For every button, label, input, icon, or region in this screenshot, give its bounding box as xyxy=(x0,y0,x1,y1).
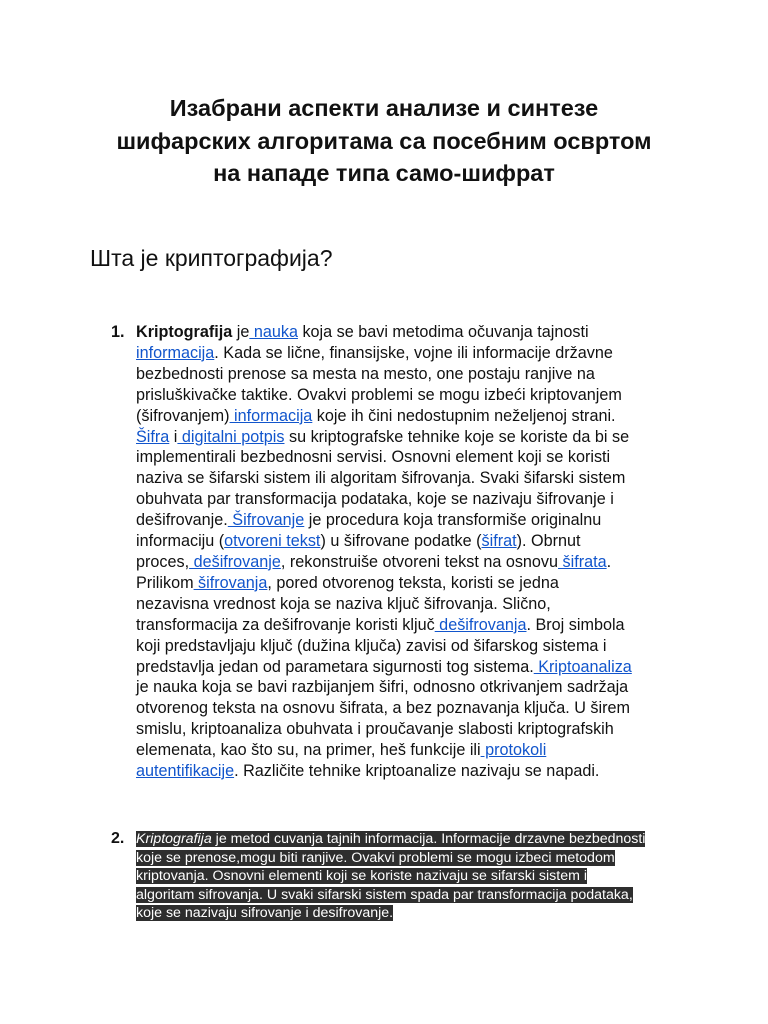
bold-term: Kriptografija xyxy=(136,323,233,341)
list-number: 1. xyxy=(111,323,125,341)
list-item-text xyxy=(136,322,716,782)
text-line xyxy=(136,698,716,719)
text-line xyxy=(136,719,716,740)
text-segment: predstavlja jedan od parametara sigurnosti tog sistema. xyxy=(136,657,534,676)
text-line xyxy=(136,385,716,406)
text-line xyxy=(136,322,716,343)
hyperlink[interactable]: Šifra xyxy=(136,427,170,446)
hyperlink[interactable]: Šifrovanje xyxy=(227,511,305,530)
hyperlink[interactable]: informacija xyxy=(229,406,313,425)
text-segment: je xyxy=(232,323,250,341)
text-segment: algoritam sifrovanja. U svaki sifarski sistem spada par transformacija podataka, xyxy=(136,886,633,903)
hyperlink[interactable]: digitalni potpis xyxy=(177,427,285,446)
text-segment: informaciju ( xyxy=(136,532,225,551)
hyperlink[interactable]: šifrata xyxy=(558,552,607,571)
text-line xyxy=(136,677,716,698)
highlighted-text xyxy=(136,850,615,866)
text-segment: , pored otvorenog teksta, koristi se jedna xyxy=(267,573,559,592)
text-segment: dešifrovanje. xyxy=(136,511,228,530)
text-segment: transformacija za dešifrovanje koristi ključ xyxy=(136,615,435,634)
text-line xyxy=(136,531,716,552)
text-line xyxy=(136,364,716,385)
text-segment: smislu, kriptoanaliza obuhvata i proučavanje slabosti kriptografskih xyxy=(136,720,614,739)
title-line: шифарских алгоритама са посебним освртом xyxy=(116,127,652,154)
text-segment: naziva se šifarski sistem ili algoritam šifrovanja. Svaki šifarski sistem xyxy=(136,469,626,488)
text-line xyxy=(136,447,716,468)
text-line xyxy=(136,573,716,594)
section-heading: Шта је криптографија? xyxy=(90,245,333,271)
text-segment: otvorenog teksta na osnovu šifrata, a bez poznavanja ključa. U širem xyxy=(136,699,630,718)
highlighted-text xyxy=(136,905,393,921)
highlighted-text xyxy=(136,831,645,847)
text-segment: . Različite tehnike kriptoanalize nazivaju se napadi. xyxy=(234,762,600,781)
hyperlink[interactable]: dešifrovanja xyxy=(434,615,527,634)
text-line xyxy=(136,886,691,905)
highlighted-paragraph xyxy=(136,830,691,923)
text-segment: (šifrovanjem) xyxy=(136,406,230,425)
italic-term: Kriptografija xyxy=(136,831,212,847)
title-line: на нападе типа само-шифрат xyxy=(213,160,555,186)
text-segment: ). Obrnut xyxy=(516,532,581,551)
text-segment: prisluškivačke taktike. Ovakvi problemi se mogu izbeći kriptovanjem xyxy=(136,385,622,404)
hyperlink[interactable]: šifrovanja xyxy=(193,573,268,592)
text-line xyxy=(136,594,716,615)
text-segment: , rekonstruiše otvoreni tekst na osnovu xyxy=(280,552,559,571)
text-line xyxy=(136,904,691,923)
text-line xyxy=(136,615,716,636)
text-segment: je procedura koja transformiše originalnu xyxy=(304,511,602,530)
highlighted-text xyxy=(136,887,633,903)
hyperlink[interactable]: Kriptoanaliza xyxy=(533,657,632,676)
hyperlink[interactable]: protokoli xyxy=(480,741,547,760)
text-segment: Prilikom xyxy=(136,573,194,592)
text-segment: nezavisna vrednost koja se naziva ključ šifrovanja. Slično, xyxy=(136,594,551,613)
text-segment: koji predstavljaju ključ (dužina ključa) zavisi od šifarskog sistema i xyxy=(136,636,607,655)
text-segment: je metod cuvanja tajnih informacija. Informacije drzavne bezbednosti xyxy=(211,831,646,847)
text-segment: obuhvata par transformacija podataka, koje se nazivaju šifrovanje i xyxy=(136,490,614,509)
text-line xyxy=(136,427,716,448)
text-segment: proces, xyxy=(136,552,190,571)
text-segment: koje se prenose,mogu biti ranjive. Ovakvi problemi se mogu izbeci metodom xyxy=(136,849,615,866)
hyperlink[interactable]: šifrat xyxy=(481,532,517,551)
text-line xyxy=(136,761,716,782)
title-line: Изабрани аспекти анализе и синтезе xyxy=(169,95,599,121)
text-line xyxy=(136,406,716,427)
text-segment: kriptovanja. Osnovni elementi koji se koriste nazivaju se sifarski sistem i xyxy=(136,868,588,884)
text-segment: . xyxy=(606,552,612,571)
text-line xyxy=(136,552,716,573)
text-segment: i xyxy=(169,427,178,446)
text-segment: . Kada se lične, finansijske, vojne ili informacije državne xyxy=(214,343,613,362)
text-line xyxy=(136,636,716,657)
hyperlink[interactable]: nauka xyxy=(249,323,298,341)
highlighted-text xyxy=(136,868,587,884)
text-line xyxy=(136,740,716,761)
text-line xyxy=(136,830,691,849)
hyperlink[interactable]: dešifrovanje xyxy=(189,552,281,571)
text-line xyxy=(136,489,716,510)
document-title xyxy=(60,92,708,190)
text-segment: koja se bavi metodima očuvanja tajnosti xyxy=(297,323,589,341)
text-segment: koje ih čini nedostupnim neželjenoj strani. xyxy=(312,406,616,425)
text-segment: . Broj simbola xyxy=(526,615,625,634)
hyperlink[interactable]: otvoreni tekst xyxy=(224,532,321,551)
text-line xyxy=(136,343,716,364)
text-line xyxy=(136,867,691,886)
text-segment: elemenata, kao što su, na primer, heš funkcije ili xyxy=(136,741,481,760)
hyperlink[interactable]: autentifikacije xyxy=(136,762,235,781)
text-segment: ) u šifrovane podatke ( xyxy=(320,532,482,551)
text-segment: bezbednosti prenose sa mesta na mesto, one postaju ranjive na xyxy=(136,364,595,383)
hyperlink[interactable]: informacija xyxy=(136,343,215,362)
text-segment: su kriptografske tehnike koje se koriste da bi se xyxy=(284,427,630,446)
text-segment: je nauka koja se bavi razbijanjem šifri, odnosno otkrivanjem sadržaja xyxy=(136,678,629,697)
text-segment: koje se nazivaju sifrovanje i desifrovanje. xyxy=(136,905,394,921)
list-number: 2. xyxy=(111,830,125,847)
text-line xyxy=(136,510,716,531)
text-segment: implementirali bezbednosni servisi. Osnovni element koji se koristi xyxy=(136,448,611,467)
text-line xyxy=(136,468,716,489)
text-line xyxy=(136,849,691,868)
text-line xyxy=(136,657,716,678)
